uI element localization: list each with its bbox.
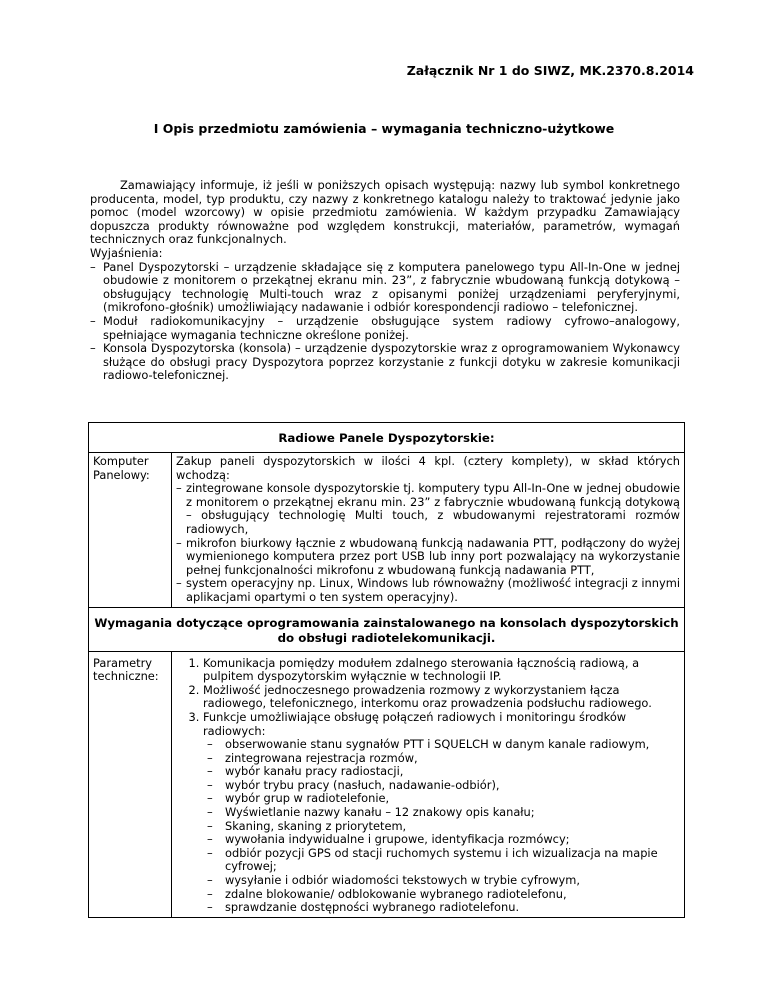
function-item: – zdalne blokowanie/ odblokowanie wybranego radiotelefonu, [203,888,680,902]
section-heading-panels: Radiowe Panele Dyspozytorskie: [89,423,685,453]
table-row [89,651,685,917]
function-item: – obserwowanie stanu sygnałów PTT i SQUELCH w danym kanale radiowym, [203,738,680,752]
numbered-text: 2. Możliwość jednoczesnego prowadzenia rozmowy z wykorzystaniem łącza radiowego, telefonicznego, interkomu oraz prowadzenia podsłuchu radiowego. [203,682,652,711]
function-item: – wysyłanie i odbiór wiadomości tekstowych w trybie cyfrowym, [203,874,680,888]
function-item: – Skaning, skaning z priorytetem, [203,820,680,834]
row-label-parameters: Parametry techniczne: [89,651,172,917]
explanation-item: – Moduł radiokomunikacyjny – urządzenie obsługujące system radiowy cyfrowo–analogowy, spełniające wymagania techniczne określone poniżej. [90,315,680,342]
row-content-parameters [172,651,685,917]
explanation-item: – Panel Dyspozytorski – urządzenie składające się z komputera panelowego typu All-In-One w jednej obudowie z monitorem o przekątnej ekranu min. 23”, z fabrycznie wbudowaną funkcją dotykową – obsługujący technologię Multi-touch wraz z opisanymi poniżej urządzeniami peryferyjnymi, (mikrofono-głośnik) umożliwiający nadawanie i odbiór korespondencji radiowo – telefonicznej. [90,261,680,315]
software-heading-line1: Wymagania dotyczące oprogramowania zainstalowanego na konsolach dyspozytorskich [94,615,679,630]
function-item: – sprawdzanie dostępności wybranego radiotelefonu. [203,901,680,915]
function-item: – wywołania indywidualne i grupowe, identyfikacja rozmówcy; [203,833,680,847]
page-title: I Opis przedmiotu zamówienia – wymagania techniczno-użytkowe [153,121,615,136]
functions-list [203,738,680,915]
list-item: – zintegrowane konsole dyspozytorskie tj. komputery typu All-In-One w jednej obudowie z monitorem o przekątnej ekranu min. 23” z fabrycznie wbudowaną funkcją dotykową – obsługujący technologię Multi touch, z wbudowanymi rejestratorami rozmów radiowych, [176,482,680,536]
list-item: – system operacyjny np. Linux, Windows lub równoważny (możliwość integracji z innymi aplikacjami opartymi o ten system operacyjny). [176,577,680,604]
row-content-computer [172,453,685,608]
function-item: – wybór trybu pracy (nasłuch, nadawanie-odbiór), [203,779,680,793]
intro-section [90,179,680,383]
table-row [89,453,685,608]
explanations-heading: Wyjaśnienia: [90,245,163,260]
function-item: – odbiór pozycji GPS od stacji ruchomych systemu i ich wizualizacja na mapie cyfrowej; [203,847,680,874]
panels-lead: Zakup paneli dyspozytorskich w ilości 4 kpl. (cztery komplety), w skład których wchodzą: [176,454,680,482]
function-item: – zintegrowana rejestracja rozmów, [203,752,680,766]
parameters-list [176,657,680,915]
numbered-text: 3. Funkcje umożliwiające obsługę połączeń radiowych i monitoringu środków radiowych: [203,709,627,738]
function-item: – Wyświetlanie nazwy kanału – 12 znakowy opis kanału; [203,806,680,820]
panels-items-list [176,482,680,604]
intro-paragraph: Zamawiający informuje, iż jeśli w poniższych opisach występują: nazwy lub symbol konkretnego producenta, model, typ produktu, czy nazwy z konkretnego katalogu należy to traktować jedynie jako pomoc (model wzorcowy) w opisie przedmiotu zamówienia. W każdym przypadku Zamawiający dopuszcza produkty równoważne pod względem konstrukcji, materiałów, parametrów, wymagań technicznych oraz funkcjonalnych. [90,178,680,247]
software-heading-line2: do obsługi radiotelekomunikacji. [277,630,496,645]
attachment-reference: Załącznik Nr 1 do SIWZ, MK.2370.8.2014 [406,63,694,78]
list-item: – mikrofon biurkowy łącznie z wbudowaną funkcją nadawania PTT, podłączony do wyżej wymienionego komputera przez port USB lub inny port pozwalający na wykorzystanie pełnej funkcjonalności mikrofonu z wbudowaną funkcją nadawania PTT, [176,537,680,578]
list-item [203,684,680,711]
requirements-table [88,422,685,918]
numbered-text: 1. Komunikacja pomiędzy modułem zdalnego sterowania łącznością radiową, a pulpitem dyspozytorskim wyłącznie w technologii IP. [203,655,640,684]
function-item: – wybór kanału pracy radiostacji, [203,765,680,779]
explanation-item: – Konsola Dyspozytorska (konsola) – urządzenie dyspozytorskie wraz z oprogramowaniem Wykonawcy służące do obsługi pracy Dyspozytora poprzez korzystanie z funkcji dotyku w zakresie komunikacji radiowo-telefonicznej. [90,342,680,383]
function-item: – wybór grup w radiotelefonie, [203,792,680,806]
row-label-computer: Komputer Panelowy: [89,453,172,608]
list-item [203,657,680,684]
list-item [203,711,680,915]
section-heading-software [89,607,685,651]
explanations-list [90,261,680,383]
